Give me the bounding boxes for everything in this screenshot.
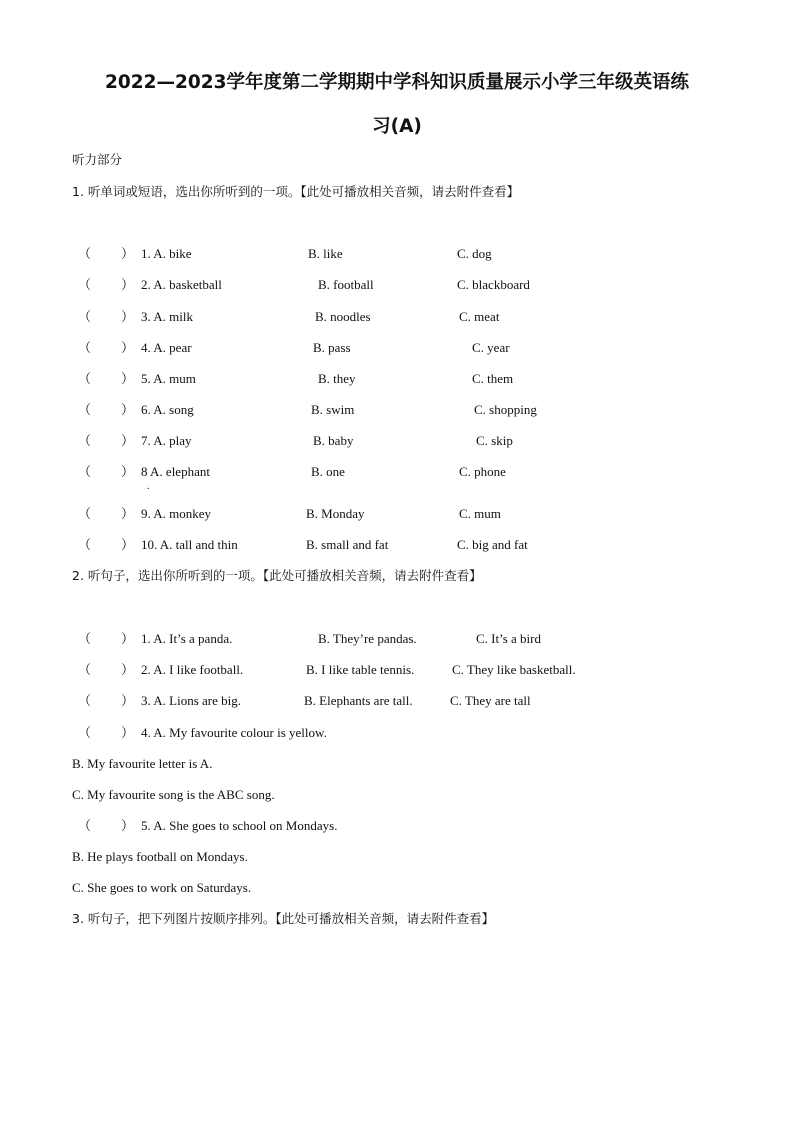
paren-left: （	[78, 725, 92, 740]
paren-left: （	[78, 662, 92, 677]
q3-heading: 3. 听句子，把下列图片按顺序排列。【此处可播放相关音频，请去附件查看】	[72, 911, 495, 926]
paren-left: （	[78, 818, 92, 833]
option-b: B. noodles	[315, 309, 371, 324]
paren-right: ）	[121, 371, 135, 386]
stray-dot: .	[147, 481, 150, 492]
option-b: B. baby	[313, 433, 354, 448]
q2-item5-option-c: C. She goes to work on Saturdays.	[72, 880, 252, 895]
option-a: 2. A. basketball	[141, 277, 222, 292]
q1-item	[0, 276, 794, 294]
paren-right: ）	[121, 433, 135, 448]
q2-item4-option-c: C. My favourite song is the ABC song.	[72, 787, 275, 802]
page-title-line2: 习(A)	[372, 116, 422, 137]
paren-left: （	[78, 340, 92, 355]
option-a: 1. A. bike	[141, 246, 192, 261]
paren-right: ）	[121, 309, 135, 324]
option-b: B. swim	[311, 402, 355, 417]
option-c: C. phone	[459, 464, 506, 479]
q2-item4-option-b: B. My favourite letter is A.	[72, 756, 213, 771]
paren-left: （	[78, 464, 92, 479]
paren-right: ）	[121, 277, 135, 292]
paren-right: ）	[121, 537, 135, 552]
paren-right: ）	[121, 506, 135, 521]
option-a: 5. A. mum	[141, 371, 196, 386]
q1-item	[0, 432, 794, 450]
q2-item	[0, 661, 794, 679]
option-b: B. pass	[313, 340, 351, 355]
paren-left: （	[78, 371, 92, 386]
page-title-line1: 2022—2023学年度第二学期期中学科知识质量展示小学三年级英语练	[105, 72, 689, 93]
option-b: B. like	[308, 246, 343, 261]
option-a: 5. A. She goes to school on Mondays.	[141, 818, 338, 833]
option-c: C. them	[472, 371, 514, 386]
option-c: C. mum	[459, 506, 501, 521]
q2-item	[0, 630, 794, 648]
paren-left: （	[78, 402, 92, 417]
option-b: B. They’re pandas.	[318, 631, 417, 646]
q2-item5-option-b: B. He plays football on Mondays.	[72, 849, 248, 864]
paren-right: ）	[121, 725, 135, 740]
option-c: C. dog	[457, 246, 492, 261]
paren-left: （	[78, 693, 92, 708]
option-a: 8 A. elephant	[141, 464, 210, 479]
paren-right: ）	[121, 402, 135, 417]
option-c: C. skip	[476, 433, 513, 448]
paren-right: ）	[121, 662, 135, 677]
q1-item	[0, 505, 794, 523]
paren-right: ）	[121, 246, 135, 261]
option-a: 7. A. play	[141, 433, 192, 448]
q2-heading: 2. 听句子，选出你所听到的一项。【此处可播放相关音频，请去附件查看】	[72, 568, 482, 583]
paren-right: ）	[121, 631, 135, 646]
paren-left: （	[78, 506, 92, 521]
option-a: 4. A. My favourite colour is yellow.	[141, 725, 327, 740]
paren-right: ）	[121, 693, 135, 708]
q1-heading: 1. 听单词或短语，选出你所听到的一项。【此处可播放相关音频，请去附件查看】	[72, 184, 520, 199]
option-c: C. big and fat	[457, 537, 528, 552]
paren-left: （	[78, 631, 92, 646]
section-listening: 听力部分	[72, 152, 123, 167]
paren-left: （	[78, 433, 92, 448]
paren-right: ）	[121, 464, 135, 479]
option-c: C. blackboard	[457, 277, 530, 292]
option-c: C. It’s a bird	[476, 631, 541, 646]
q1-item	[0, 339, 794, 357]
paren-right: ）	[121, 340, 135, 355]
q1-item	[0, 245, 794, 263]
q2-item	[0, 692, 794, 710]
option-a: 4. A. pear	[141, 340, 192, 355]
q1-item	[0, 401, 794, 419]
option-c: C. meat	[459, 309, 500, 324]
paren-left: （	[78, 277, 92, 292]
q1-item	[0, 463, 794, 481]
paren-left: （	[78, 537, 92, 552]
paren-left: （	[78, 246, 92, 261]
q1-item	[0, 536, 794, 554]
option-b: B. they	[318, 371, 356, 386]
option-c: C. They like basketball.	[452, 662, 576, 677]
option-c: C. shopping	[474, 402, 537, 417]
option-c: C. year	[472, 340, 510, 355]
q1-item	[0, 308, 794, 326]
option-b: B. football	[318, 277, 374, 292]
option-b: B. small and fat	[306, 537, 389, 552]
option-a: 3. A. Lions are big.	[141, 693, 242, 708]
option-b: B. Monday	[306, 506, 365, 521]
option-b: B. I like table tennis.	[306, 662, 415, 677]
option-c: C. They are tall	[450, 693, 531, 708]
paren-left: （	[78, 309, 92, 324]
paren-right: ）	[121, 818, 135, 833]
q1-item	[0, 370, 794, 388]
option-a: 2. A. I like football.	[141, 662, 244, 677]
option-a: 9. A. monkey	[141, 506, 212, 521]
option-a: 10. A. tall and thin	[141, 537, 238, 552]
option-a: 3. A. milk	[141, 309, 194, 324]
q2-item	[0, 724, 794, 742]
option-b: B. one	[311, 464, 345, 479]
option-b: B. Elephants are tall.	[304, 693, 413, 708]
option-a: 6. A. song	[141, 402, 194, 417]
option-a: 1. A. It’s a panda.	[141, 631, 233, 646]
q2-item	[0, 817, 794, 835]
